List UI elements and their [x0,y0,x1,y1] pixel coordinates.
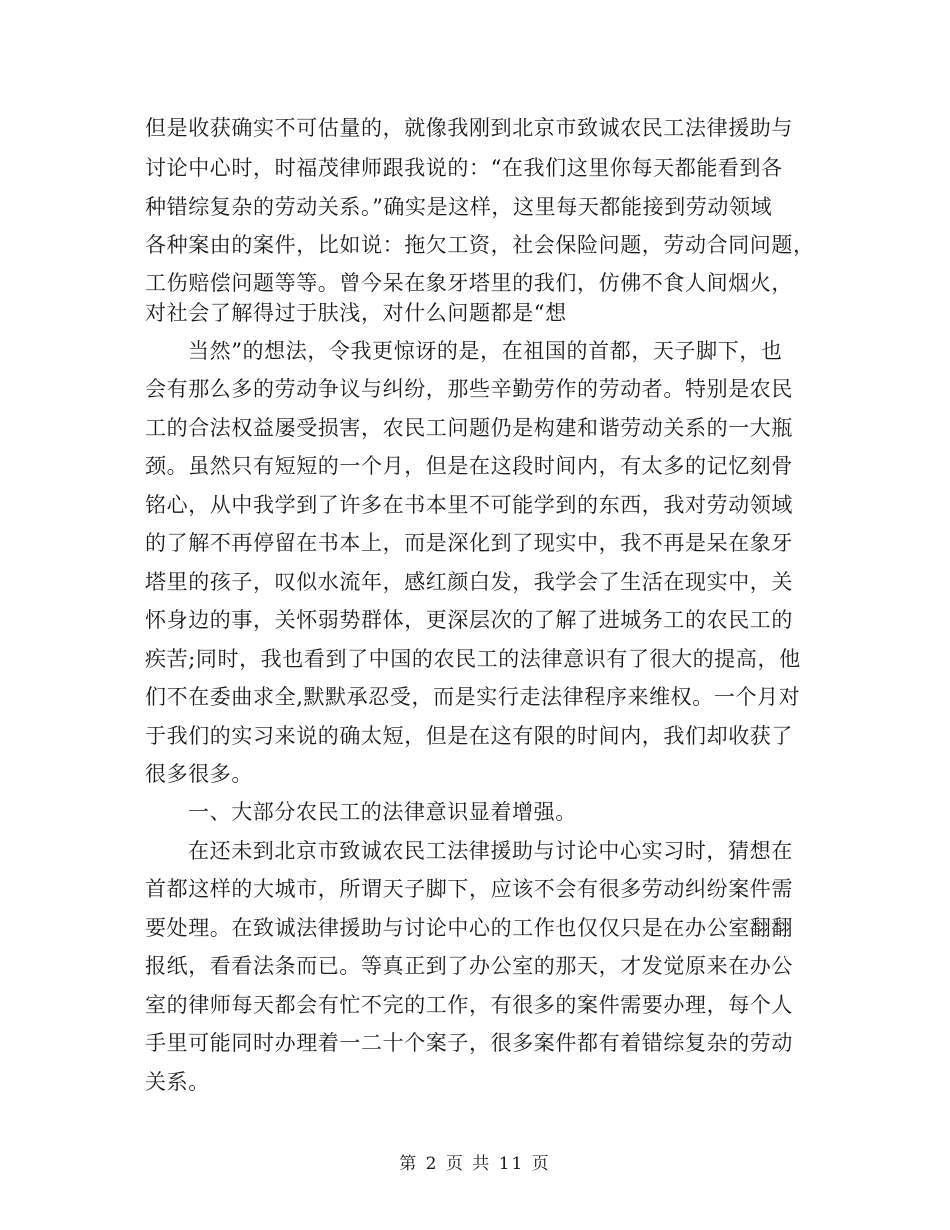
text-line: 在还未到北京市致诚农民工法律援助与讨论中心实习时，猜想在 [188,839,793,863]
text-line: 的了解不再停留在书本上，而是深化到了现实中，我不再是呆在象牙 [145,531,793,555]
text-line: 很多很多。 [145,762,253,786]
text-line: 工的合法权益屡受损害，农民工问题仍是构建和谐劳动关系的一大瓶 [145,416,793,440]
text-line: 会有那么多的劳动争议与纠纷，那些辛勤劳作的劳动者。特别是农民 [145,377,793,401]
text-line: 关系。 [145,1070,210,1094]
text-line: 对社会了解得过于肤浅，对什么问题都是“想 [145,301,567,325]
page-number-footer: 第 2 页 共 11 页 [399,1154,551,1174]
text-line: 手里可能同时办理着一二十个案子，很多案件都有着错综复杂的劳动 [145,1031,793,1055]
text-line: 但是收获确实不可估量的，就像我刚到北京市致诚农民工法律援助与 [145,116,793,140]
text-line: 怀身边的事，关怀弱势群体，更深层次的了解了进城务工的农民工的 [145,608,793,632]
text-line: 室的律师每天都会有忙不完的工作，有很多的案件需要办理，每个人 [145,993,793,1017]
text-line: 要处理。在致诚法律援助与讨论中心的工作也仅仅只是在办公室翻翻 [145,916,793,940]
text-line: 当然”的想法，令我更惊讶的是，在祖国的首都，天子脚下，也 [188,339,783,363]
section-heading: 一、大部分农民工的法律意识显着增强。 [188,800,577,824]
text-line: 们不在委曲求全,默默承忍受，而是实行走法律程序来维权。一个月对 [145,685,801,709]
text-line: 疾苦;同时，我也看到了中国的农民工的法律意识有了很大的提高，他 [145,647,801,671]
text-line: 各种案由的案件，比如说：拖欠工资，社会保险问题，劳动合同问题， [145,233,815,257]
text-line: 工伤赔偿问题等等。曾今呆在象牙塔里的我们，仿佛不食人间烟火， [145,271,793,295]
text-line: 首都这样的大城市，所谓天子脚下，应该不会有很多劳动纠纷案件需 [145,877,793,901]
text-line: 种错综复杂的劳动关系。”确实是这样，这里每天都能接到劳动领域 [145,195,773,219]
text-line: 颈。虽然只有短短的一个月，但是在这段时间内，有太多的记忆刻骨 [145,454,793,478]
text-line: 报纸，看看法条而已。等真正到了办公室的那天，才发觉原来在办公 [145,954,793,978]
text-line: 铭心，从中我学到了许多在书本里不可能学到的东西，我对劳动领域 [145,493,793,517]
text-line: 于我们的实习来说的确太短，但是在这有限的时间内，我们却收获了 [145,724,793,748]
text-line: 塔里的孩子，叹似水流年，感红颜白发，我学会了生活在现实中，关 [145,570,793,594]
text-line: 讨论中心时，时福茂律师跟我说的：“在我们这里你每天都能看到各 [145,156,783,180]
